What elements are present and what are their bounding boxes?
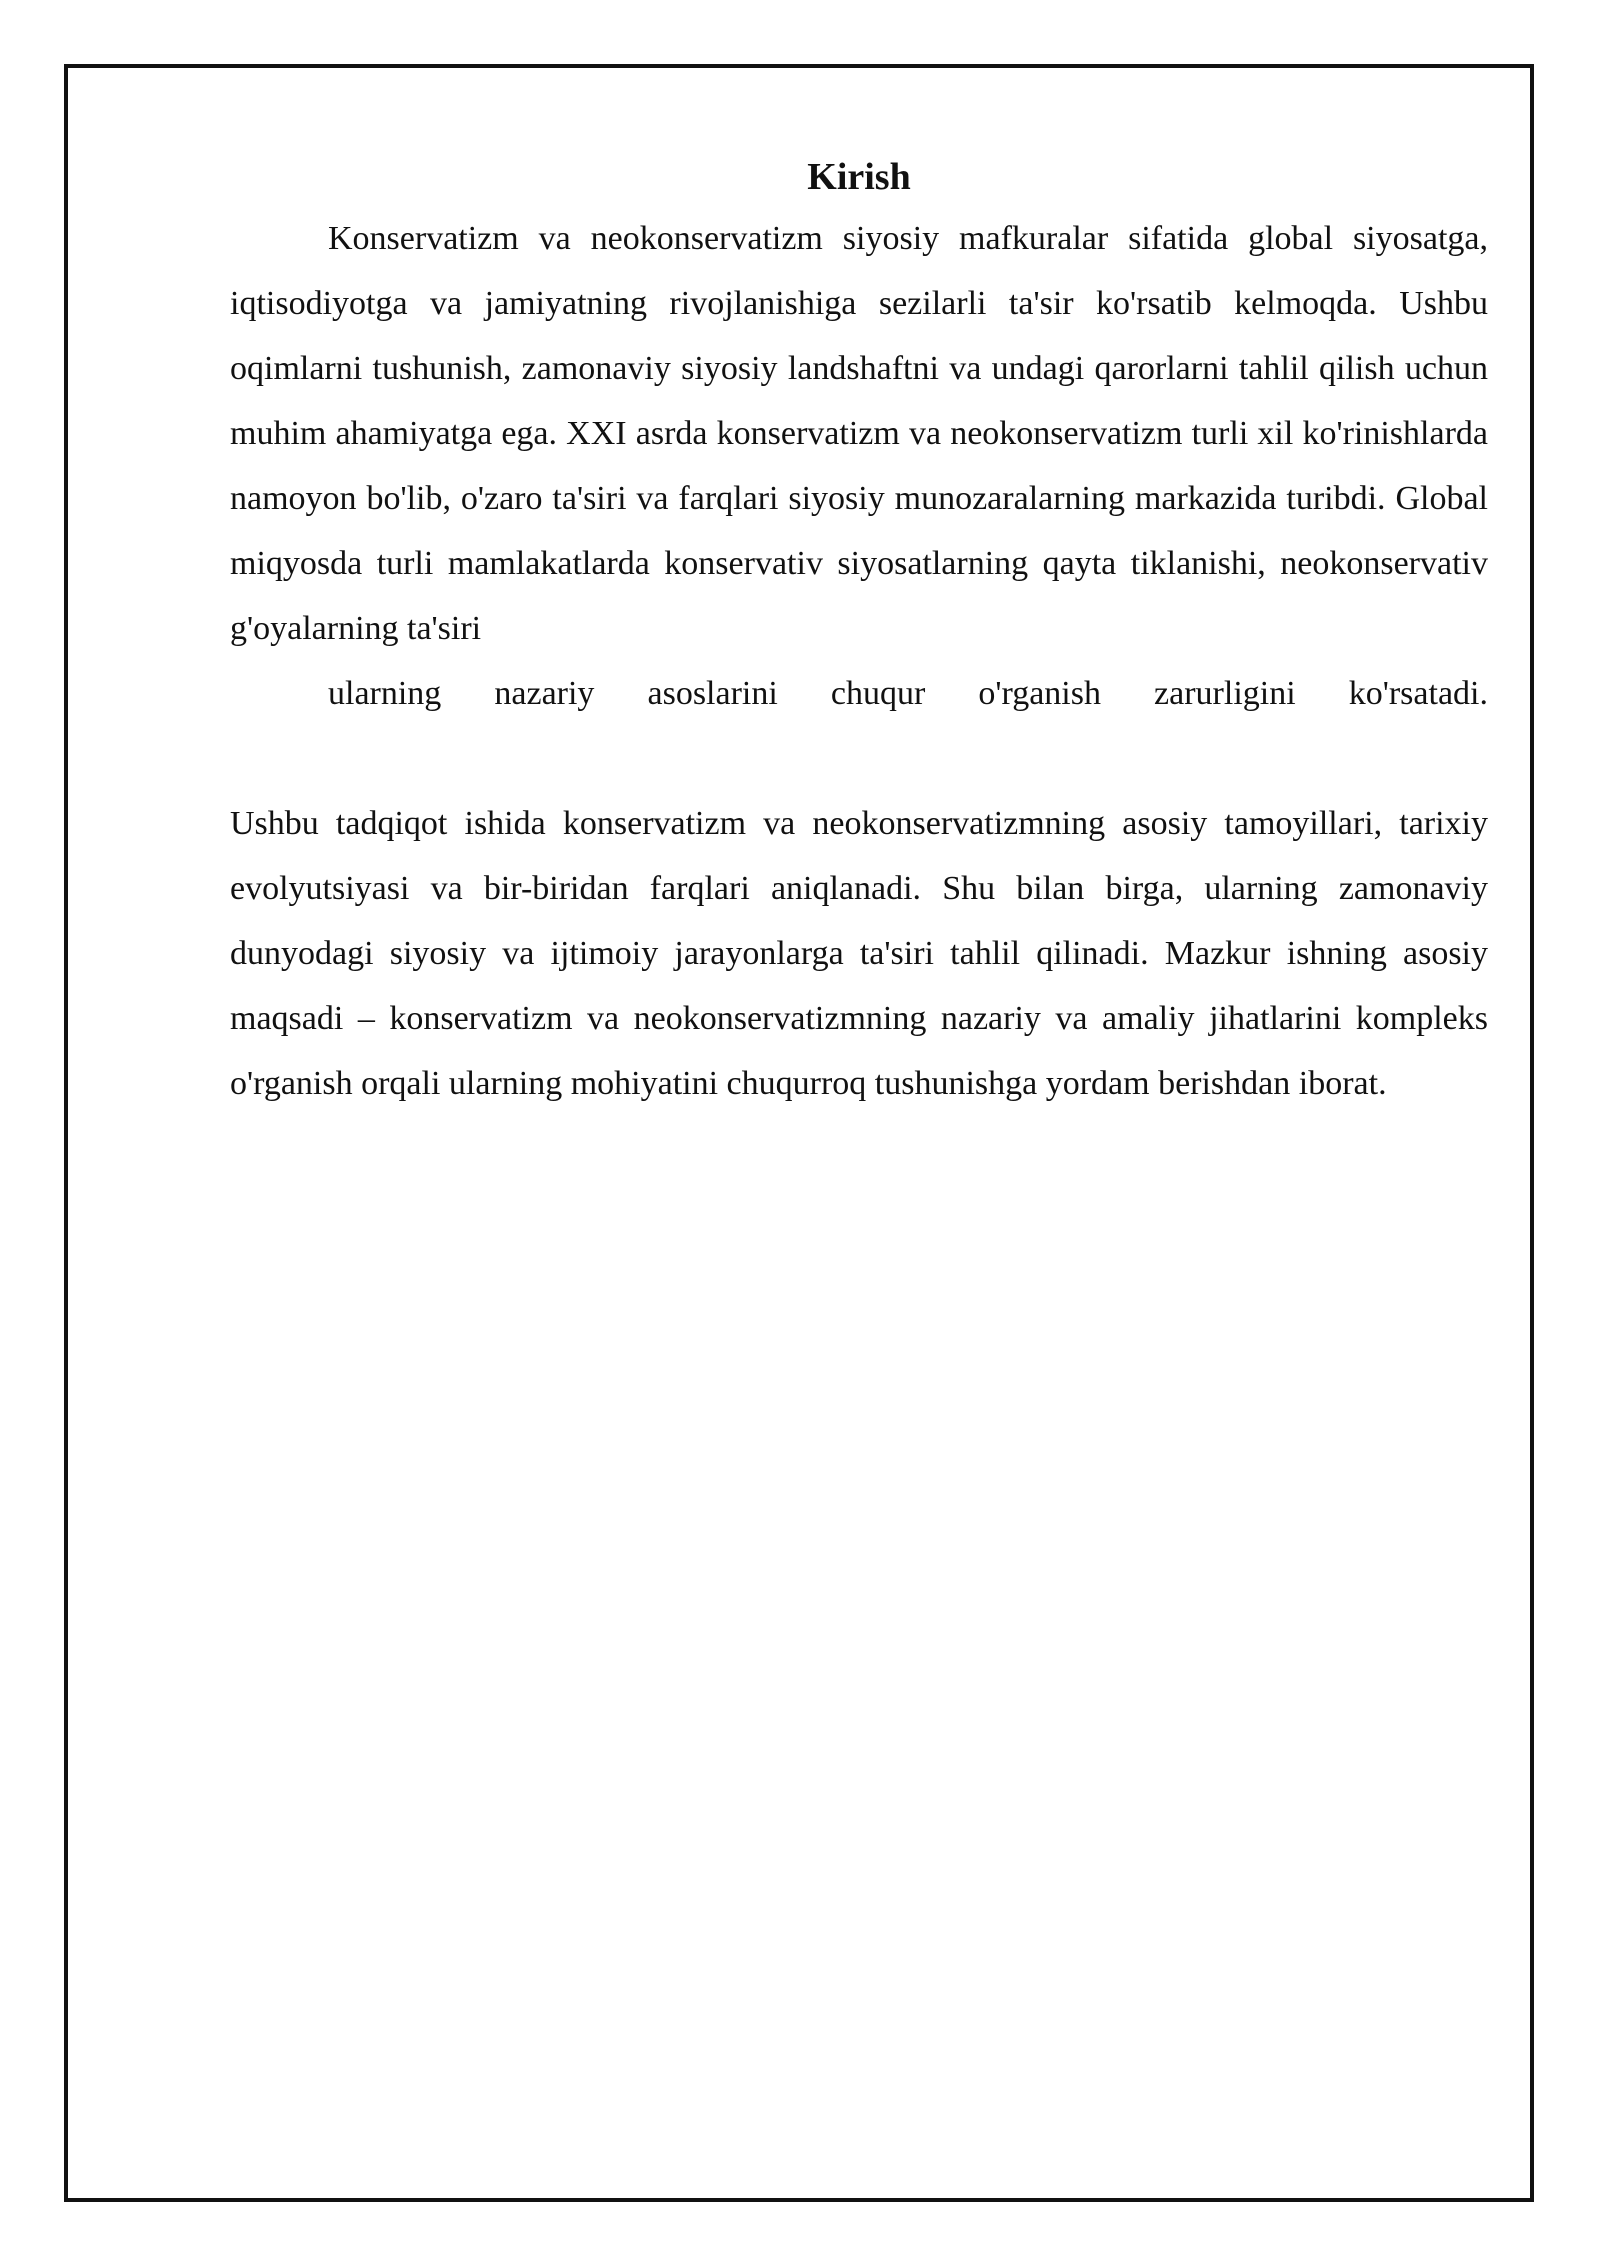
paragraph-intro-last-line: ularning nazariy asoslarini chuqur o'rganish zarurligini ko'rsatadi. — [328, 675, 1488, 712]
document-body — [230, 148, 1488, 1116]
page-title: Kirish — [807, 156, 911, 198]
paragraph-intro-text: Konservatizm va neokonservatizm siyosiy mafkuralar sifatida global siyosatga, iqtisodiyotga va jamiyatning rivojlanishiga sezilarli ta'sir ko'rsatib kelmoqda. Ushbu oqimlarni tushunish, zamonaviy siyosiy landshaftni va undagi qarorlarni tahlil qilish uchun muhim ahamiyatga ega. XXI asrda konservatizm va neokonservatizm turli xil ko'rinishlarda namoyon bo'lib, o'zaro ta'siri va farqlari siyosiy munozaralarning markazida turibdi. Global miqyosda turli mamlakatlarda konservativ siyosatlarning qayta tiklanishi, neokonservativ g'oyalarning ta'siri — [230, 220, 1488, 647]
paragraph-intro — [230, 206, 1488, 726]
paragraph-gap — [230, 726, 1488, 791]
paragraph-research: Ushbu tadqiqot ishida konservatizm va neokonservatizmning asosiy tamoyillari, tarixiy evolyutsiyasi va bir-biridan farqlari aniqlanadi. Shu bilan birga, ularning zamonaviy dunyodagi siyosiy va ijtimoiy jarayonlarga ta'siri tahlil qilinadi. Mazkur ishning asosiy maqsadi – konservatizm va neokonservatizmning nazariy va amaliy jihatlarini kompleks o'rganish orqali ularning mohiyatini chuqurroq tushunishga yordam berishdan iborat. — [230, 805, 1488, 1102]
